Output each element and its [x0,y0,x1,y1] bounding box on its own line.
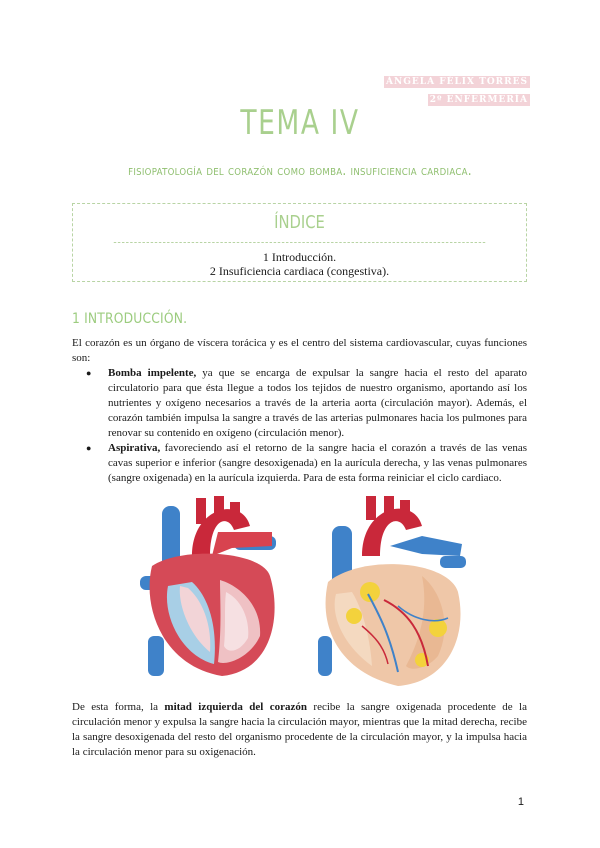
closing-text-post: recibe la sangre oxigenada procedente de la circulación menor y expulsa la sangre hacia la circulación mayor, mientras que la mitad derecha, recibe la sangre desoxigenada del resto del organismo procedente de la circulación mayor, y la impulsa hacia la circulación menor para su oxigenación. [72,701,527,758]
page-title: TEMA IV [240,103,360,143]
heart-illustration [122,496,478,690]
index-item: 2 Insuficiencia cardiaca (congestiva). [209,264,390,278]
page-subtitle: fisiopatología del corazón como bomba. insuficiencia cardiaca. [128,163,472,179]
closing-paragraph [72,700,527,760]
page-number: 1 [517,796,524,808]
bullet-lead: Aspirativa, [108,442,161,454]
bullet-text: favoreciendo así el retorno de la sangre hacia el corazón a través de las venas cavas superior e inferior (sangre desoxigenada) en la aurícula derecha, y las venas pulmonares (sangre oxigenada) en la aurícula izquierda. Para de esta forma reiniciar el ciclo cardiaco. [108,442,527,484]
list-item [72,441,527,486]
index-box [72,203,527,282]
bullet-text: ya que se encarga de expulsar la sangre hacia el resto del aparato circulatorio para que ésta llegue a todos los tejidos de nuestro organismo, aportando así los nutrientes y oxígeno necesarios a través de la arteria aorta (circulación mayor). Además, el corazón también impulsa la sangre a través de las arterias pulmonares hacia los pulmones para renovar su contenido en oxígeno (circulación menor). [108,367,527,439]
index-item: 1 Introducción. [262,250,337,264]
author-course: 2º ENFERMERÍA [429,95,528,105]
author-block [384,71,530,107]
heart-external [318,496,466,686]
function-list [72,366,527,486]
section-heading: 1 INTRODUCCIÓN. [72,311,188,327]
closing-text-pre: De esta forma, la [72,701,165,713]
author-name: ÁNGELA FÉLIX TORRES [386,77,528,87]
bullet-icon: ● [86,368,92,378]
heart-cross-section [140,496,276,676]
list-item [72,366,527,441]
bullet-lead: Bomba impelente, [108,367,197,379]
index-heading: ÍNDICE [114,204,485,243]
intro-paragraph: El corazón es un órgano de víscera torácica y es el centro del sistema cardiovascular, cuyas funciones son: [72,337,527,364]
index-list [73,243,526,278]
closing-text-bold: mitad izquierda del corazón [164,701,308,713]
bullet-icon: ● [86,443,92,453]
